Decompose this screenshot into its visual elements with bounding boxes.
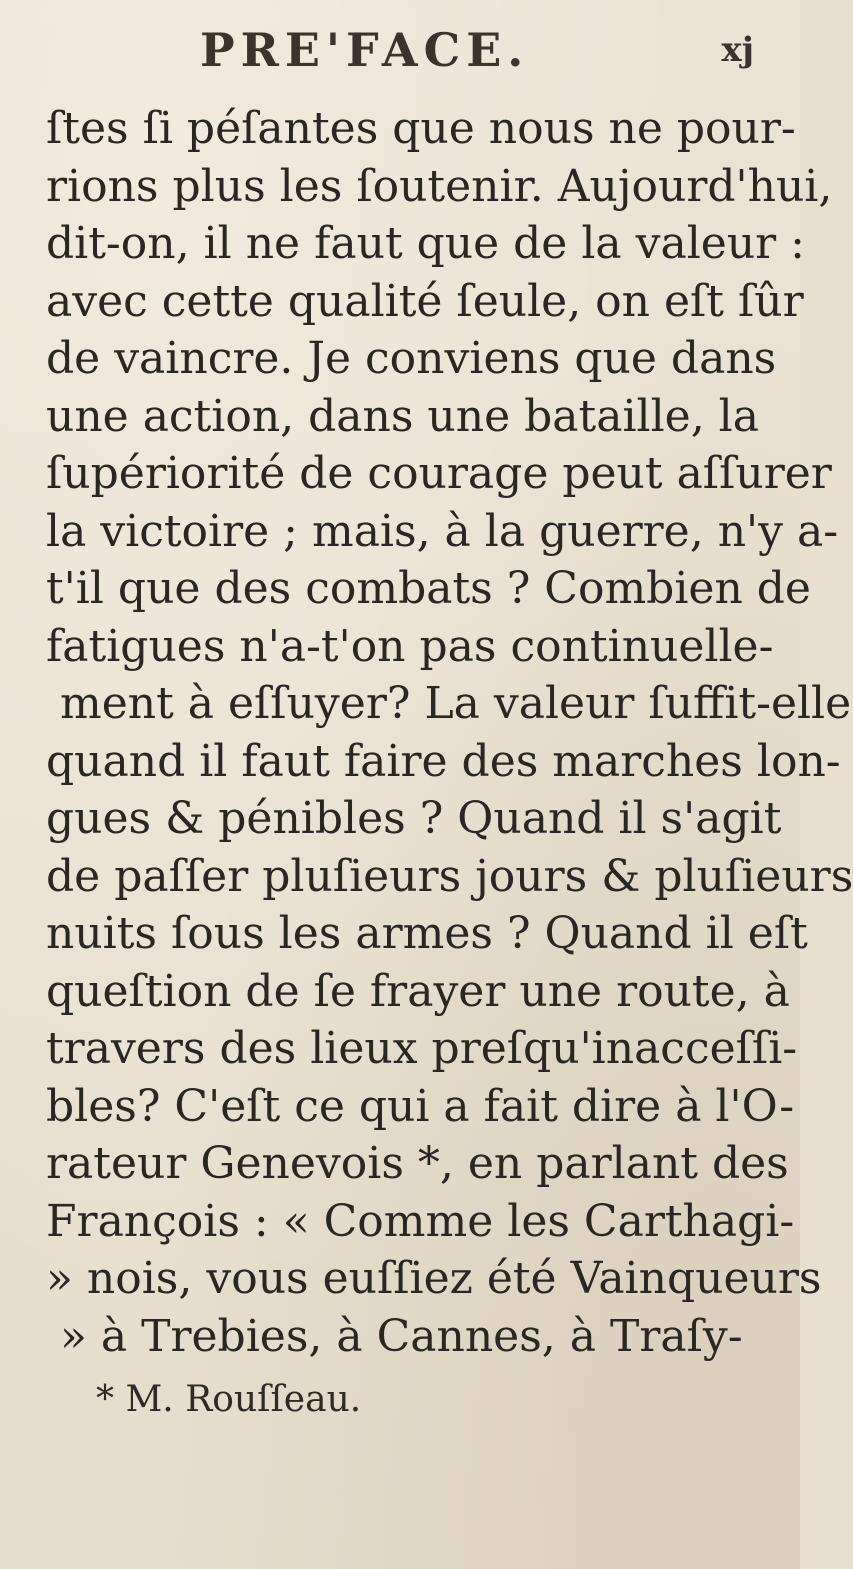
text-line: François : « Comme les Carthagi- bbox=[46, 1195, 795, 1247]
text-line: rateur Genevois *, en parlant des bbox=[46, 1138, 789, 1189]
page-header bbox=[0, 20, 800, 80]
text-line: ment à eſſuyer? La valeur ſuffit-elle bbox=[60, 678, 852, 729]
text-line: » nois, vous euſſiez été Vainqueurs bbox=[46, 1253, 822, 1304]
running-head: PRE'FACE. bbox=[200, 23, 530, 77]
text-line: rions plus les ſoutenir. Aujourd'hui, bbox=[46, 160, 833, 212]
text-line: bles? C'eſt ce qui a fait dire à l'O- bbox=[46, 1080, 795, 1132]
text-line: travers des lieux preſqu'inacceſſi- bbox=[46, 1023, 798, 1074]
text-line: fatigues n'a-t'on pas continuelle- bbox=[46, 620, 774, 672]
text-line: t'il que des combats ? Combien de bbox=[46, 563, 811, 614]
footnote: * M. Rouſſeau. bbox=[96, 1379, 362, 1420]
text-line: ſtes ſi péſantes que nous ne pour- bbox=[46, 103, 796, 154]
text-line: gues & pénibles ? Quand il s'agit bbox=[46, 793, 782, 844]
text-line: de vaincre. Je conviens que dans bbox=[46, 333, 777, 384]
text-line: une action, dans une bataille, la bbox=[46, 390, 759, 442]
text-line: queſtion de ſe frayer une route, à bbox=[46, 965, 790, 1017]
text-line: dit-on, il ne faut que de la valeur : bbox=[46, 218, 805, 269]
body-text bbox=[46, 100, 853, 1365]
text-line: ſupériorité de courage peut aſſurer bbox=[46, 448, 832, 499]
text-line: quand il faut faire des marches lon- bbox=[46, 735, 841, 787]
page-number: xj bbox=[721, 30, 754, 70]
text-line: » à Trebies, à Cannes, à Traſy- bbox=[60, 1310, 743, 1362]
text-line: de paſſer pluſieurs jours & pluſieurs bbox=[46, 850, 853, 902]
text-line: avec cette qualité ſeule, on eſt ſûr bbox=[46, 275, 804, 327]
text-line: nuits ſous les armes ? Quand il eſt bbox=[46, 908, 808, 959]
text-line: la victoire ; mais, à la guerre, n'y a- bbox=[46, 505, 839, 557]
